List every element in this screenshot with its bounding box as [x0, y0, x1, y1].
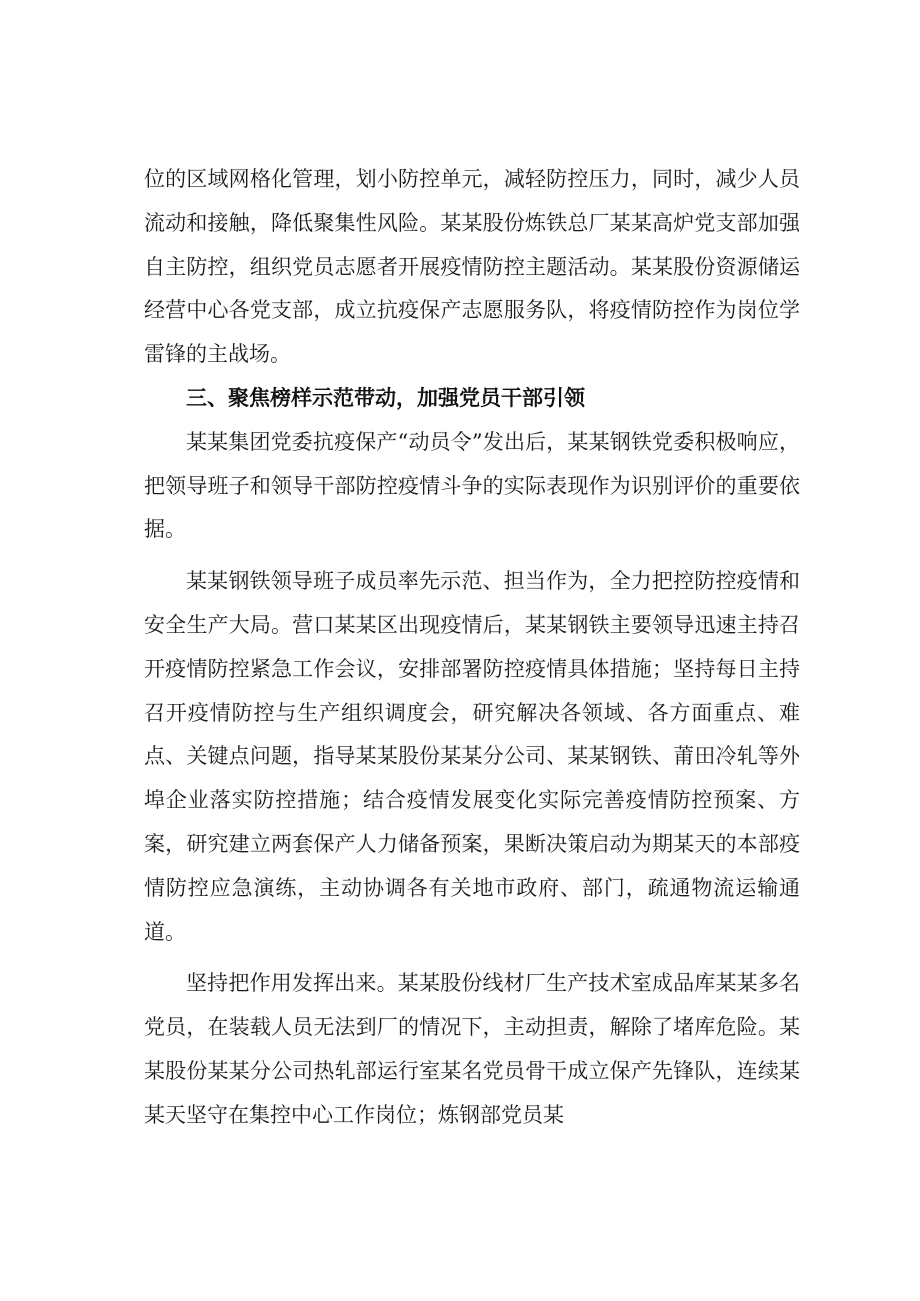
document-body	[144, 158, 800, 1138]
paragraph-party-members: 坚持把作用发挥出来。某某股份线材厂生产技术室成品库某某多名党员，在装载人员无法到厂的情况下，主动担责，解除了堵库危险。某某股份某某分公司热轧部运行室某名党员骨干成立保产先锋队，连续某某天坚守在集控中心工作岗位；炼钢部党员某	[144, 971, 800, 1127]
section-heading-three: 三、聚焦榜样示范带动，加强党员干部引领	[186, 385, 585, 410]
paragraph-leadership: 某某钢铁领导班子成员率先示范、担当作为，全力把控防控疫情和安全生产大局。营口某某区出现疫情后，某某钢铁主要领导迅速主持召开疫情防控紧急工作会议，安排部署防控疫情具体措施；坚持每日主持召开疫情防控与生产组织调度会，研究解决各领域、各方面重点、难点、关键点问题，指导某某股份某某分公司、某某钢铁、莆田冷轧等外埠企业落实防控措施；结合疫情发展变化实际完善疫情防控预案、方案，研究建立两套保产人力储备预案，果断决策启动为期某天的本部疫情防控应急演练，主动协调各有关地市政府、部门，疏通物流运输通道。	[144, 569, 800, 944]
paragraph-continuation: 位的区域网格化管理，划小防控单元，减轻防控压力，同时，减少人员流动和接触，降低聚集性风险。某某股份炼铁总厂某某高炉党支部加强自主防控，组织党员志愿者开展疫情防控主题活动。某某股份资源储运经营中心各党支部，成立抗疫保产志愿服务队，将疫情防控作为岗位学雷锋的主战场。	[144, 167, 800, 367]
paragraph-mobilization: 某某集团党委抗疫保产“动员令”发出后，某某钢铁党委积极响应，把领导班子和领导干部防控疫情斗争的实际表现作为识别评价的重要依据。	[144, 429, 800, 542]
